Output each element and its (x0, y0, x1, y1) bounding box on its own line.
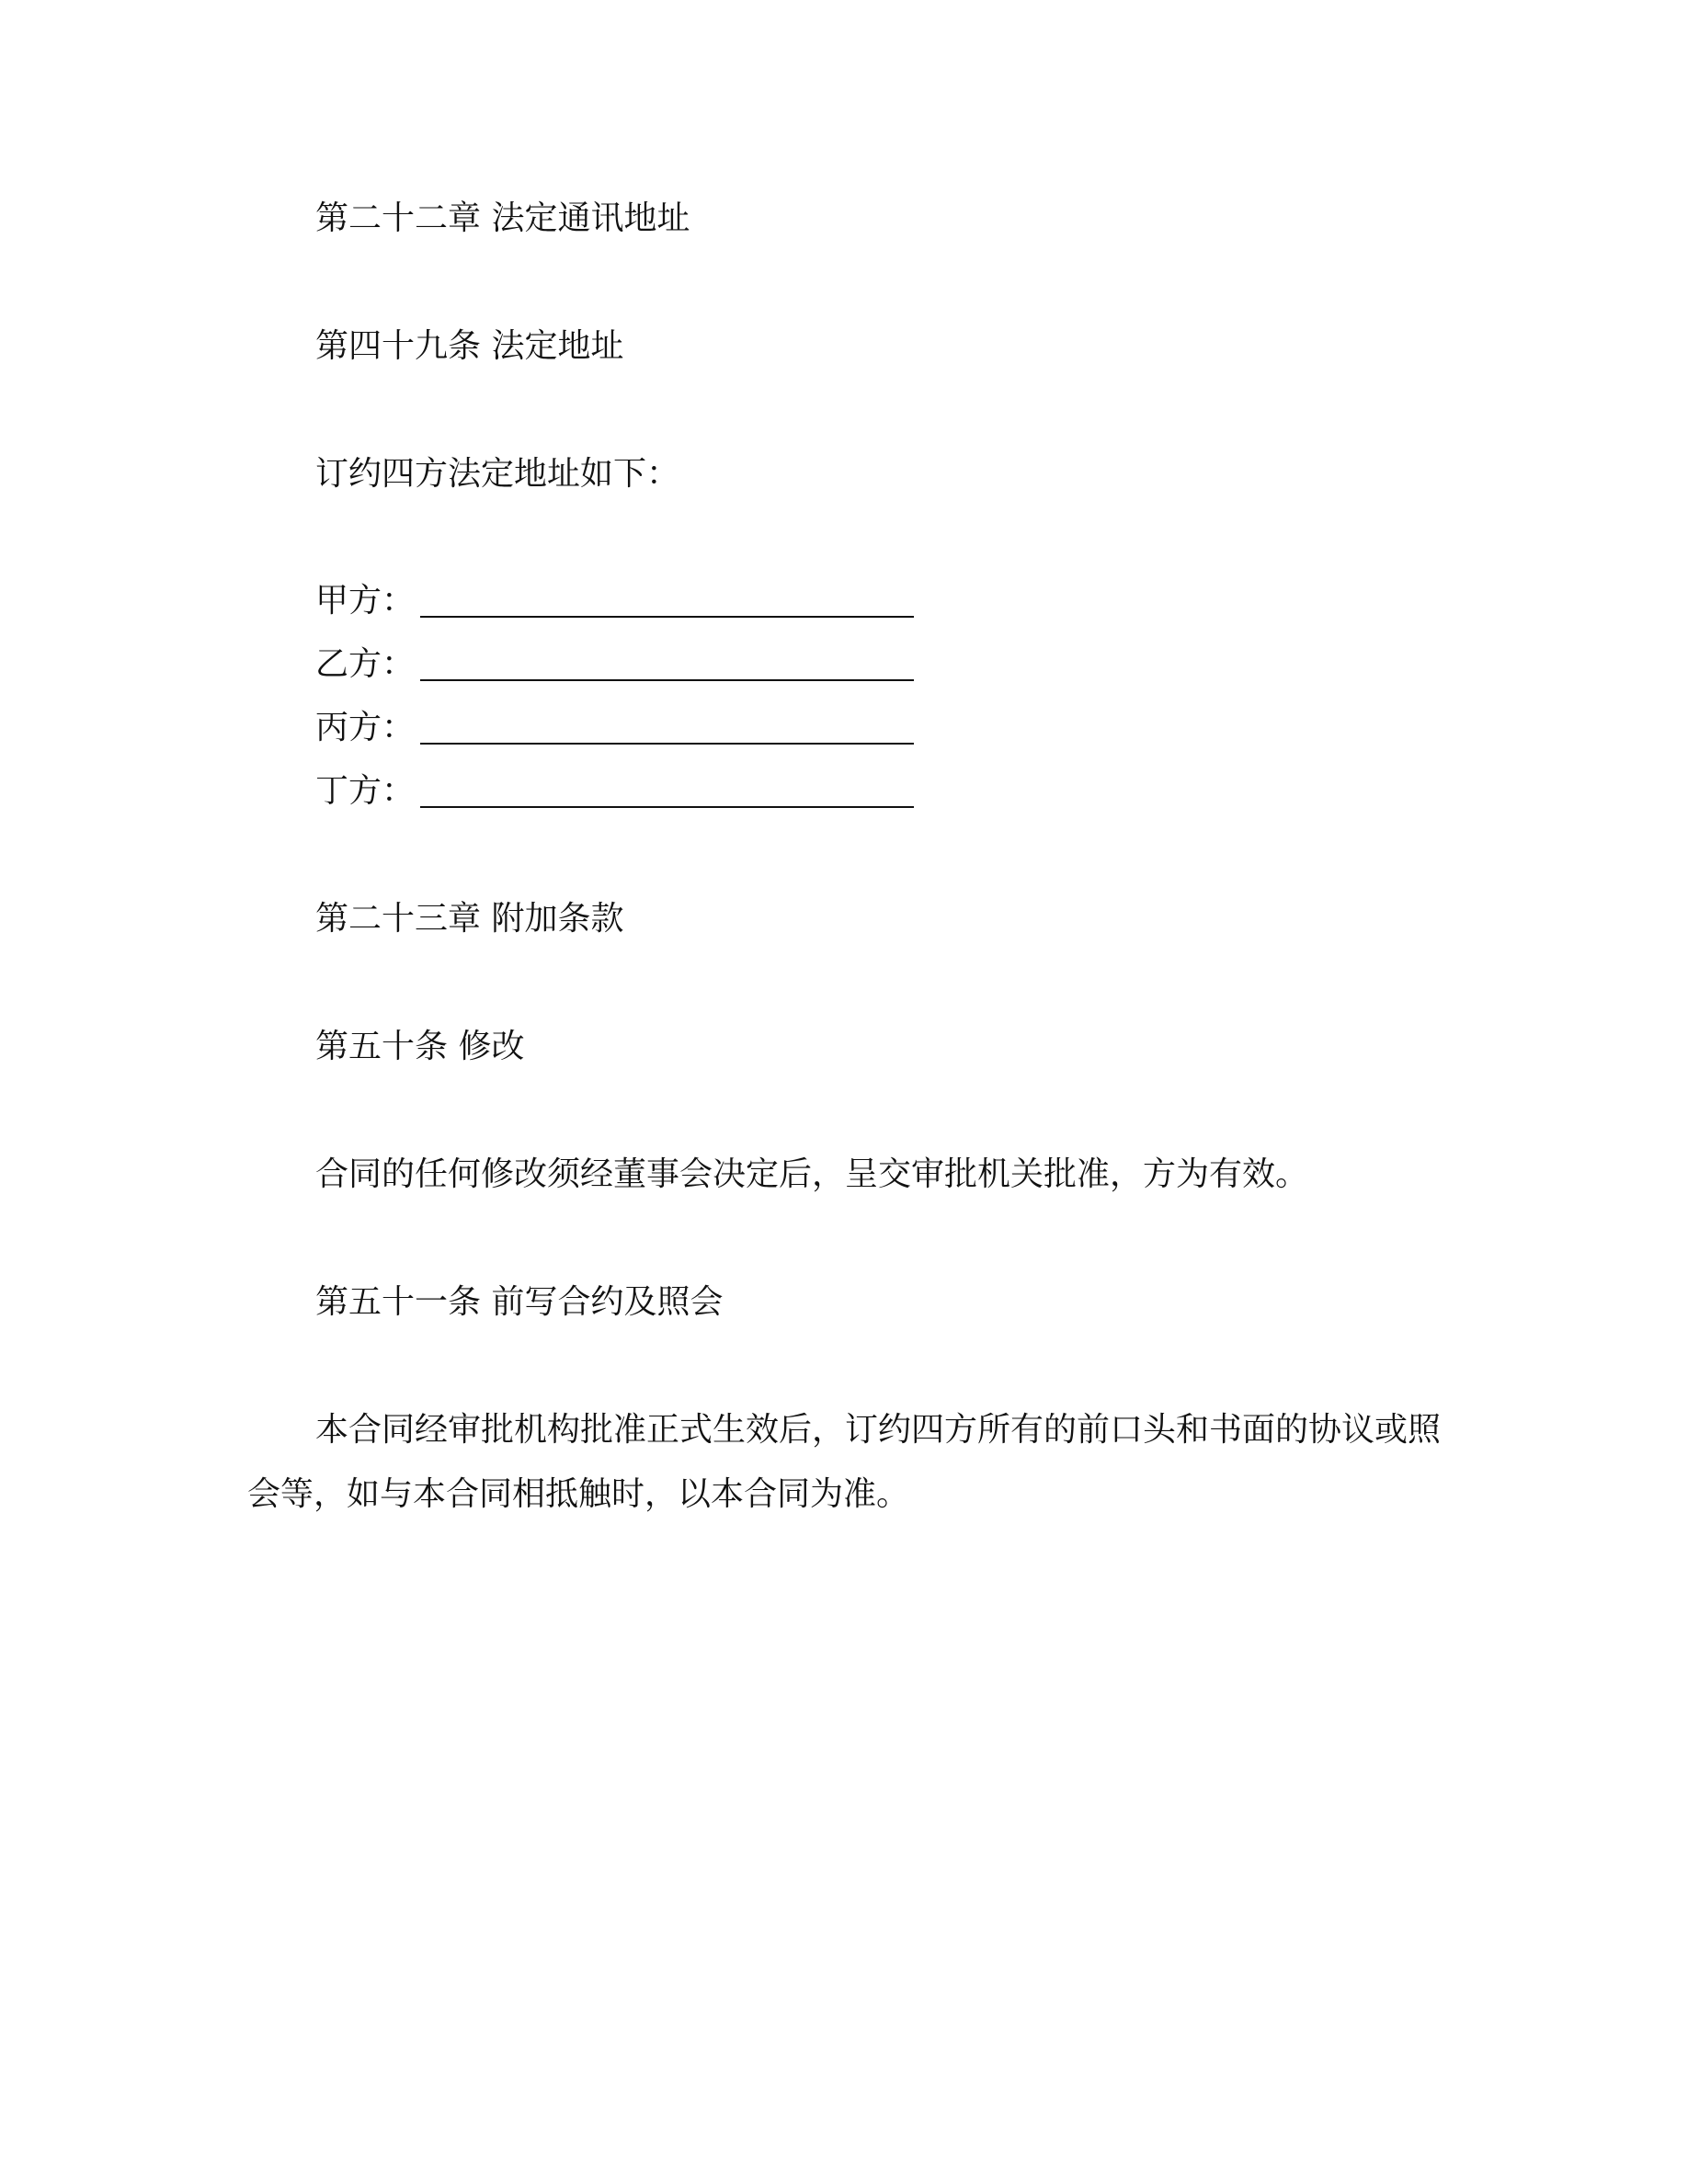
party-d-field (315, 771, 914, 812)
party-d-address-blank (420, 773, 914, 808)
party-c-field (315, 708, 914, 748)
article-50-heading: 第五十条 修改 (315, 1028, 525, 1065)
party-a-label: 甲方： (315, 582, 416, 620)
article-50-body: 合同的任何修改须经董事会决定后，呈交审批机关批准，方为有效。 (315, 1155, 1309, 1193)
party-c-label: 丙方： (315, 709, 416, 746)
chapter-23-heading: 第二十三章 附加条款 (315, 900, 624, 938)
chapter-22-heading: 第二十二章 法定通讯地址 (315, 199, 690, 237)
party-b-field (315, 644, 914, 685)
party-b-address-blank (420, 646, 914, 681)
article-49-heading: 第四十九条 法定地址 (315, 327, 624, 365)
party-a-field (315, 581, 914, 621)
article-51-body-line2: 会等，如与本合同相抵触时，以本合同为准。 (247, 1475, 910, 1513)
party-b-label: 乙方： (315, 645, 416, 683)
article-51-heading: 第五十一条 前写合约及照会 (315, 1283, 724, 1321)
party-c-address-blank (420, 710, 914, 745)
party-a-address-blank (420, 583, 914, 618)
article-49-intro: 订约四方法定地址如下： (315, 455, 680, 493)
article-51-body-line1: 本合同经审批机构批准正式生效后，订约四方所有的前口头和书面的协议或照 (315, 1411, 1442, 1449)
party-d-label: 丁方： (315, 772, 416, 810)
